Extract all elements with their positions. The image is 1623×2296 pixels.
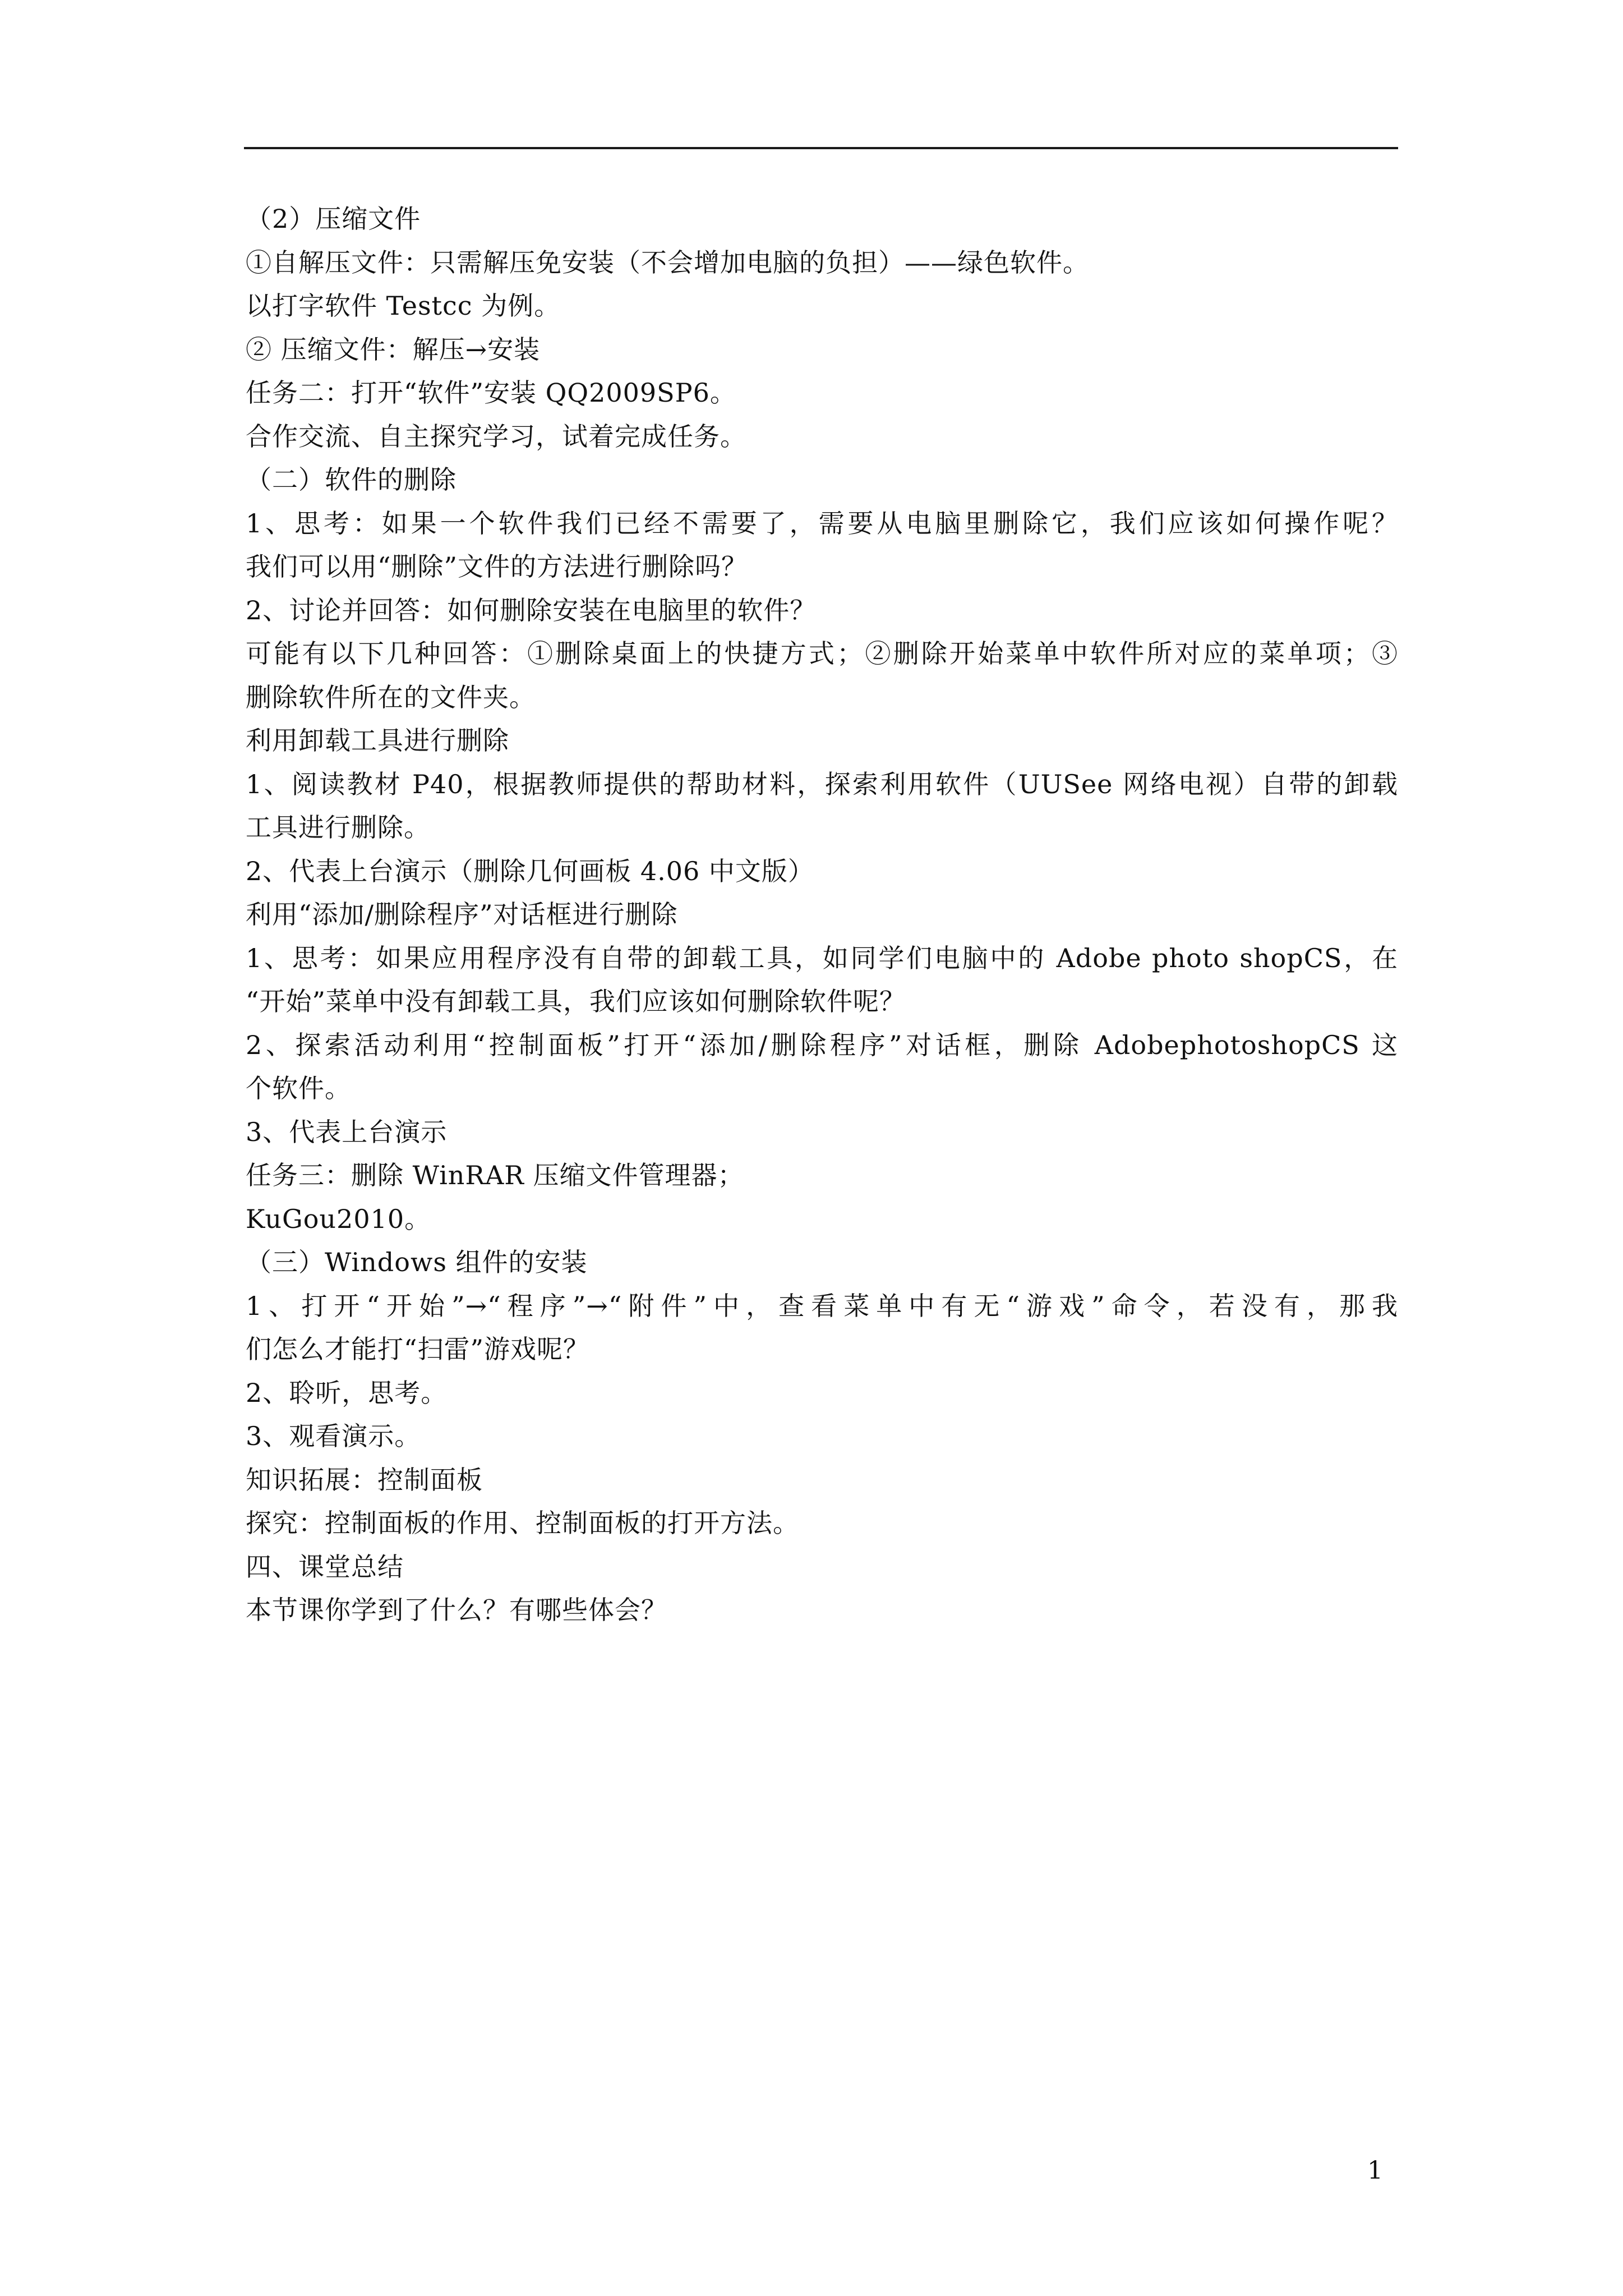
text-line: ② 压缩文件：解压→安装 xyxy=(246,334,541,365)
text-line: ①自解压文件：只需解压免安装（不会增加电脑的负担）——绿色软件。 xyxy=(246,247,1089,278)
text-line: 本节课你学到了什么？有哪些体会？ xyxy=(246,1595,667,1625)
text-line: 2、探索活动利用“控制面板”打开“添加/删除程序”对话框，删除 AdobephotoshopCS 这 xyxy=(246,1029,1398,1060)
heading-windows-components: （三）Windows 组件的安装 xyxy=(246,1247,588,1277)
text-line: 3、观看演示。 xyxy=(246,1421,421,1451)
text-line: 个软件。 xyxy=(246,1073,351,1103)
header-rule xyxy=(244,147,1398,149)
knowledge-extension: 知识拓展：控制面板 xyxy=(246,1464,483,1495)
task-two: 任务二：打开“软件”安装 QQ2009SP6。 xyxy=(246,378,736,408)
document-body xyxy=(246,197,1398,1632)
text-line: 1、打开“开始”→“程序”→“附件”中，查看菜单中有无“游戏”命令，若没有，那我 xyxy=(246,1290,1398,1321)
page-number: 1 xyxy=(1367,2156,1383,2185)
text-line: 我们可以用“删除”文件的方法进行删除吗？ xyxy=(246,551,748,582)
text-line: 3、代表上台演示 xyxy=(246,1116,448,1147)
text-line: KuGou2010。 xyxy=(246,1203,431,1234)
text-line: “开始”菜单中没有卸载工具，我们应该如何删除软件呢？ xyxy=(246,986,906,1016)
text-line: 2、代表上台演示（删除几何画板 4.06 中文版） xyxy=(246,855,814,886)
text-line: 2、讨论并回答：如何删除安装在电脑里的软件？ xyxy=(246,595,817,625)
text-line: 以打字软件 Testcc 为例。 xyxy=(246,291,561,321)
subheading-add-remove-programs: 利用“添加/删除程序”对话框进行删除 xyxy=(246,899,678,930)
text-line: 1、阅读教材 P40，根据教师提供的帮助材料，探索利用软件（UUSee 网络电视）自带的卸载 xyxy=(246,769,1398,799)
heading-class-summary: 四、课堂总结 xyxy=(246,1551,404,1582)
text-line: 们怎么才能打“扫雷”游戏呢？ xyxy=(246,1334,590,1364)
text-line: 可能有以下几种回答：①删除桌面上的快捷方式；②删除开始菜单中软件所对应的菜单项；③ xyxy=(246,638,1398,669)
task-three: 任务三：删除 WinRAR 压缩文件管理器； xyxy=(246,1160,744,1190)
text-line: 工具进行删除。 xyxy=(246,812,430,843)
heading-compressed-files: （2）压缩文件 xyxy=(246,204,421,234)
heading-software-removal: （二）软件的删除 xyxy=(246,464,457,495)
text-line: 2、聆听，思考。 xyxy=(246,1377,448,1408)
text-line: 1、思考：如果一个软件我们已经不需要了，需要从电脑里删除它，我们应该如何操作呢？ xyxy=(246,508,1398,539)
text-line: 探究：控制面板的作用、控制面板的打开方法。 xyxy=(246,1508,799,1538)
subheading-uninstall-tool: 利用卸载工具进行删除 xyxy=(246,725,509,756)
text-line: 合作交流、自主探究学习，试着完成任务。 xyxy=(246,421,746,452)
text-line: 删除软件所在的文件夹。 xyxy=(246,682,536,712)
text-line: 1、思考：如果应用程序没有自带的卸载工具，如同学们电脑中的 Adobe photo shopCS，在 xyxy=(246,942,1398,973)
